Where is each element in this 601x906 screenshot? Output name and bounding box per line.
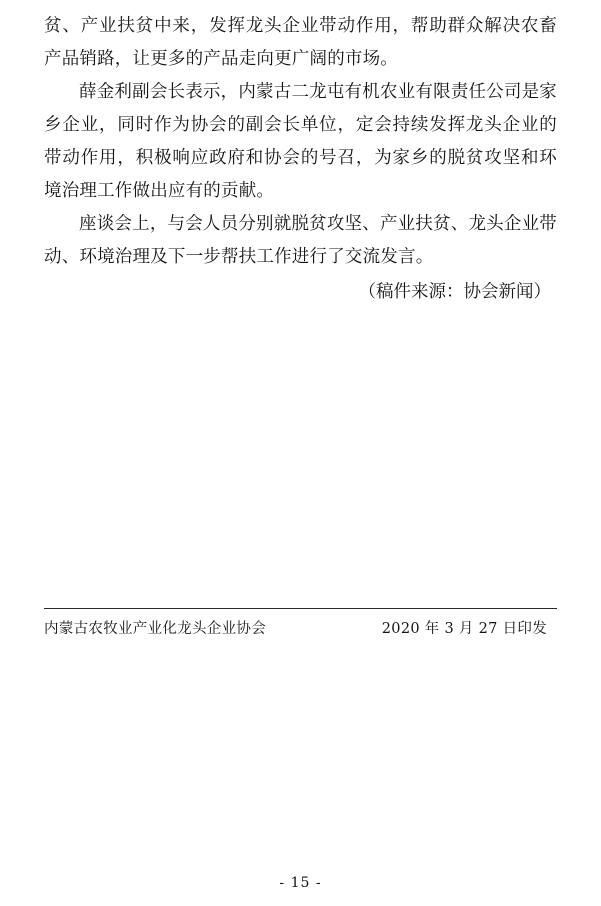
footer-issue-date: 2020 年 3 月 27 日印发 (381, 621, 547, 637)
page-footer (44, 608, 557, 640)
page-number: - 15 - (279, 875, 322, 891)
source-attribution: （稿件来源：协会新闻） (358, 282, 551, 302)
paragraph: 座谈会上，与会人员分别就脱贫攻坚、产业扶贫、龙头企业带动、环境治理及下一步帮扶工作进行了交流发言。 (44, 214, 557, 267)
paragraph: 贫、产业扶贫中来，发挥龙头企业带动作用，帮助群众解决农畜产品销路，让更多的产品走向更广阔的市场。 (44, 16, 557, 69)
document-body (44, 0, 557, 309)
footer-row (44, 618, 557, 640)
footer-organization: 内蒙古农牧业产业化龙头企业协会 (44, 621, 266, 637)
paragraph: 薛金利副会长表示，内蒙古二龙屯有机农业有限责任公司是家乡企业，同时作为协会的副会长单位，定会持续发挥龙头企业的带动作用，积极响应政府和协会的号召，为家乡的脱贫攻坚和环境治理工作做出应有的贡献。 (44, 82, 557, 201)
footer-divider (44, 608, 557, 609)
